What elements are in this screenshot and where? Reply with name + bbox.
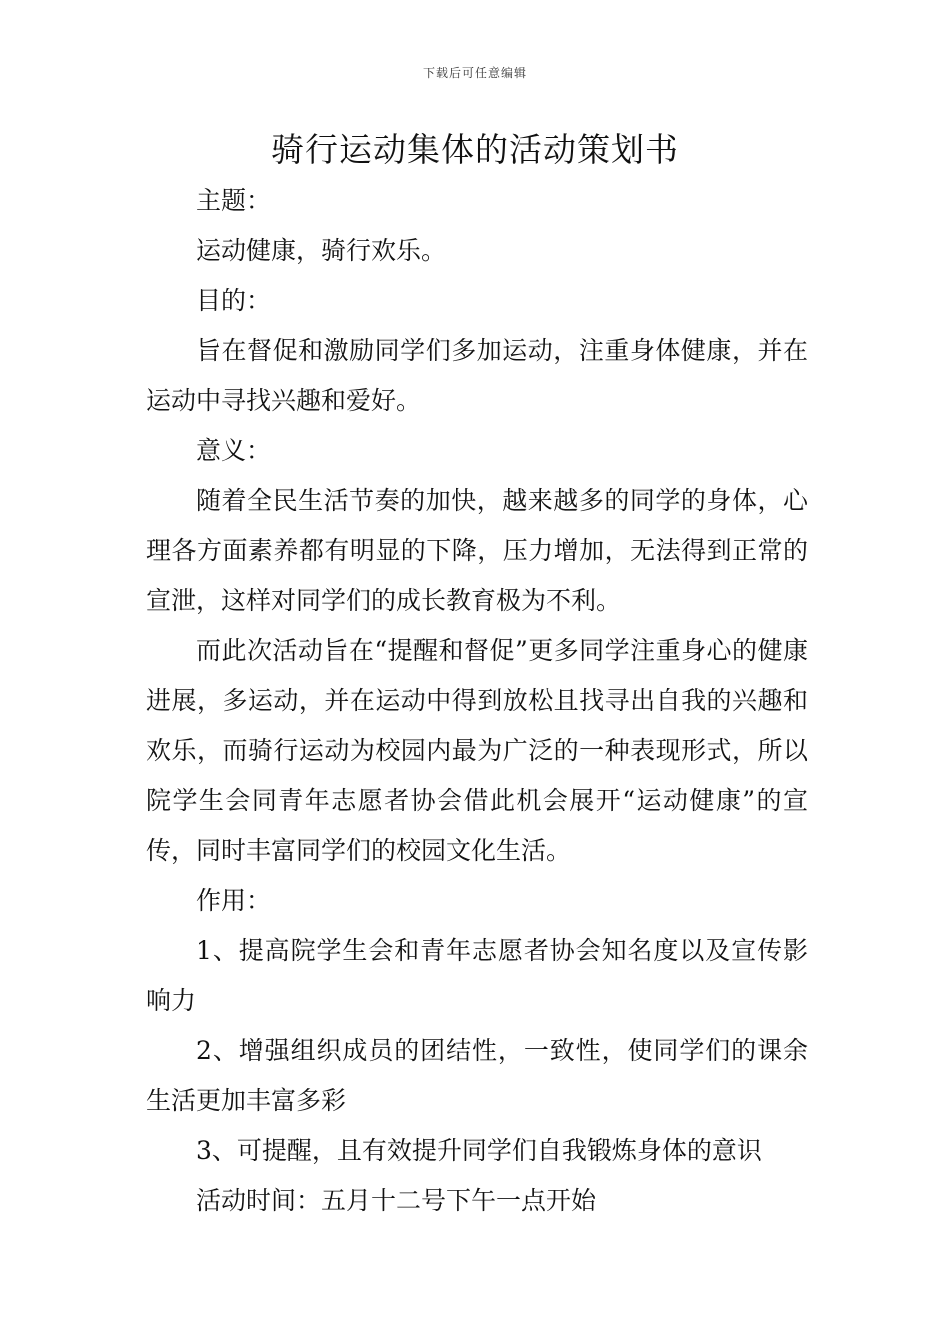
header-note: 下载后可任意编辑 [422,66,527,80]
paragraph-theme: 运动健康，骑行欢乐。 [196,236,447,265]
paragraph-significance-1: 随着全民生活节奏的加快，越来越多的同学的身体，心理各方面素养都有明显的下降，压力增加，无法得到正常的宣泄，这样对同学们的成长教育极为不利。 [146,486,808,615]
document-title: 骑行运动集体的活动策划书 [271,130,679,169]
list-item-effect-3: 3、可提醒，且有效提升同学们自我锻炼身体的意识 [196,1136,762,1165]
paragraph-significance-2: 而此次活动旨在“提醒和督促”更多同学注重身心的健康进展，多运动，并在运动中得到放松且找寻出自我的兴趣和欢乐，而骑行运动为校园内最为广泛的一种表现形式，所以院学生会同青年志愿者协会借此机会展开“运动健康”的宣传，同时丰富同学们的校园文化生活。 [146,636,808,865]
section-heading-theme: 主题： [196,186,272,215]
section-heading-significance: 意义： [196,436,272,465]
paragraph-activity-time: 活动时间：五月十二号下午一点开始 [196,1186,597,1215]
document-body [146,176,808,1226]
section-heading-purpose: 目的： [196,286,272,315]
paragraph-purpose: 旨在督促和激励同学们多加运动，注重身体健康，并在运动中寻找兴趣和爱好。 [146,336,808,415]
list-item-effect-2: 2、增强组织成员的团结性，一致性，使同学们的课余生活更加丰富多彩 [146,1036,808,1115]
list-item-effect-1: 1、提高院学生会和青年志愿者协会知名度以及宣传影响力 [146,936,808,1015]
section-heading-effect: 作用： [196,886,272,915]
